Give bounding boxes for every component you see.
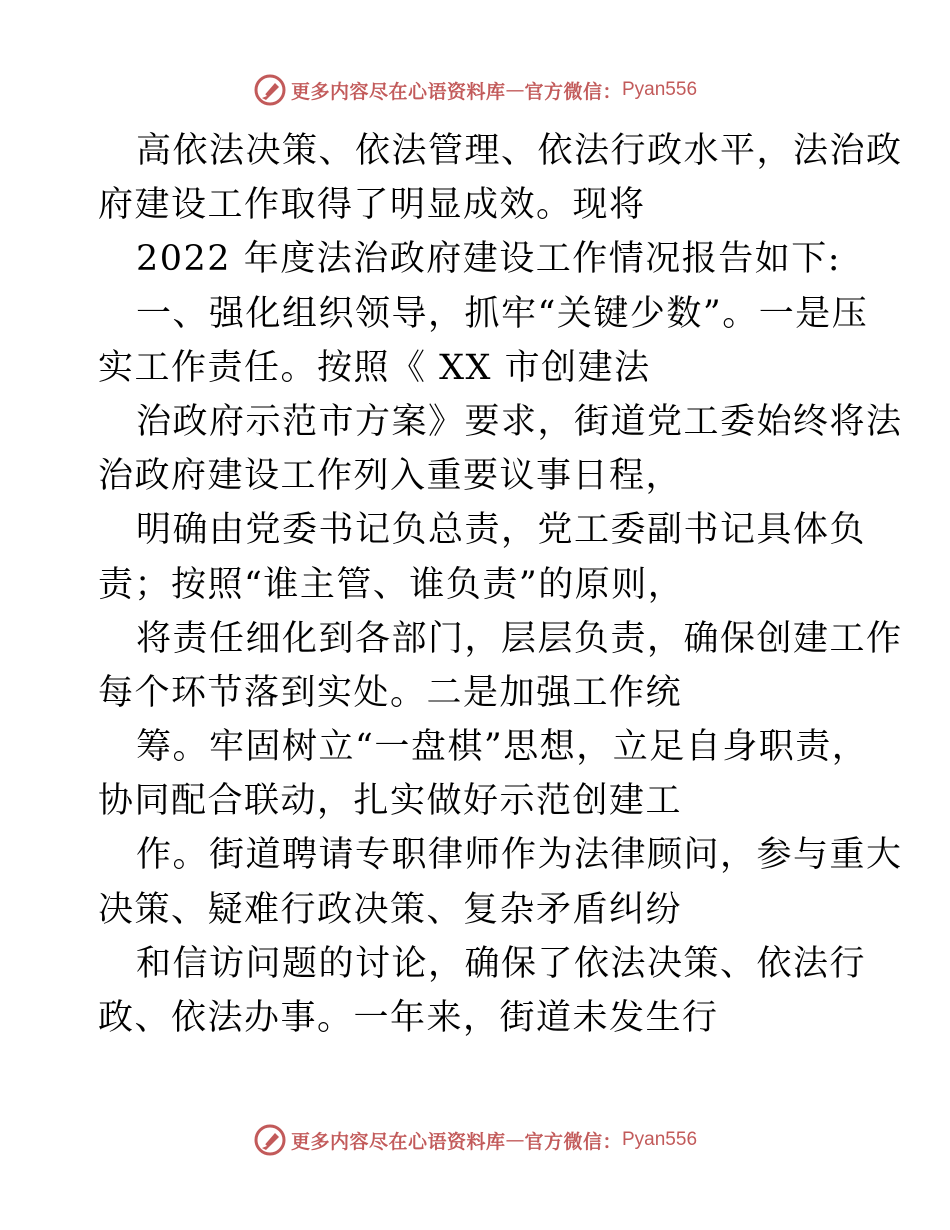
text-line: 每个环节落到实处。二是加强工作统	[98, 672, 683, 713]
pen-nib-circle-icon	[253, 73, 287, 107]
header-wechat-label: 官方微信：	[524, 80, 622, 103]
text-line: 治政府建设工作列入重要议事日程，	[98, 456, 683, 497]
text-line: 一、强化组织领导，抓牢“关键少数”。一是压	[136, 293, 869, 334]
text-line: 明确由党委书记负总责，党工委副书记具体负	[136, 510, 867, 551]
text-line: 政、依法办事。一年来，街道未发生行	[98, 998, 719, 1038]
text-line: 府建设工作取得了明显成效。现将	[98, 185, 646, 226]
text-line: 治政府示范市方案》要求，街道党工委始终将法	[136, 401, 903, 442]
header-banner	[0, 70, 950, 110]
header-wechat-id: Pyan556	[622, 79, 698, 100]
footer-banner	[0, 1120, 950, 1160]
text-line: 高依法决策、依法管理、依法行政水平，法治政	[136, 131, 903, 171]
text-line: 2022 年度法治政府建设工作情况报告如下:	[136, 239, 841, 280]
text-line: 决策、疑难行政决策、复杂矛盾纠纷	[98, 889, 683, 930]
text-line: 协同配合联动，扎实做好示范创建工	[98, 781, 683, 822]
footer-wechat-id: Pyan556	[622, 1129, 698, 1150]
text-line: 将责任细化到各部门，层层负责，确保创建工作	[136, 618, 903, 659]
text-line: 实工作责任。按照《 XX 市创建法	[98, 347, 651, 388]
footer-brand-text: 更多内容尽在心语资料库	[290, 1130, 506, 1153]
text-line: 责；按照“谁主管、谁负责”的原则，	[98, 564, 685, 605]
text-line: 筹。牢固树立“一盘棋”思想，立足自身职责，	[136, 727, 869, 768]
footer-wechat-label: 官方微信：	[524, 1130, 622, 1153]
pen-nib-circle-icon	[253, 1123, 287, 1157]
document-body	[98, 124, 903, 1045]
header-brand-text: 更多内容尽在心语资料库	[290, 80, 506, 103]
text-line: 作。街道聘请专职律师作为法律顾问，参与重大	[136, 835, 903, 876]
header-separator: —	[505, 79, 525, 101]
footer-separator: —	[505, 1129, 525, 1151]
text-line: 和信访问题的讨论，确保了依法决策、依法行	[136, 943, 867, 984]
